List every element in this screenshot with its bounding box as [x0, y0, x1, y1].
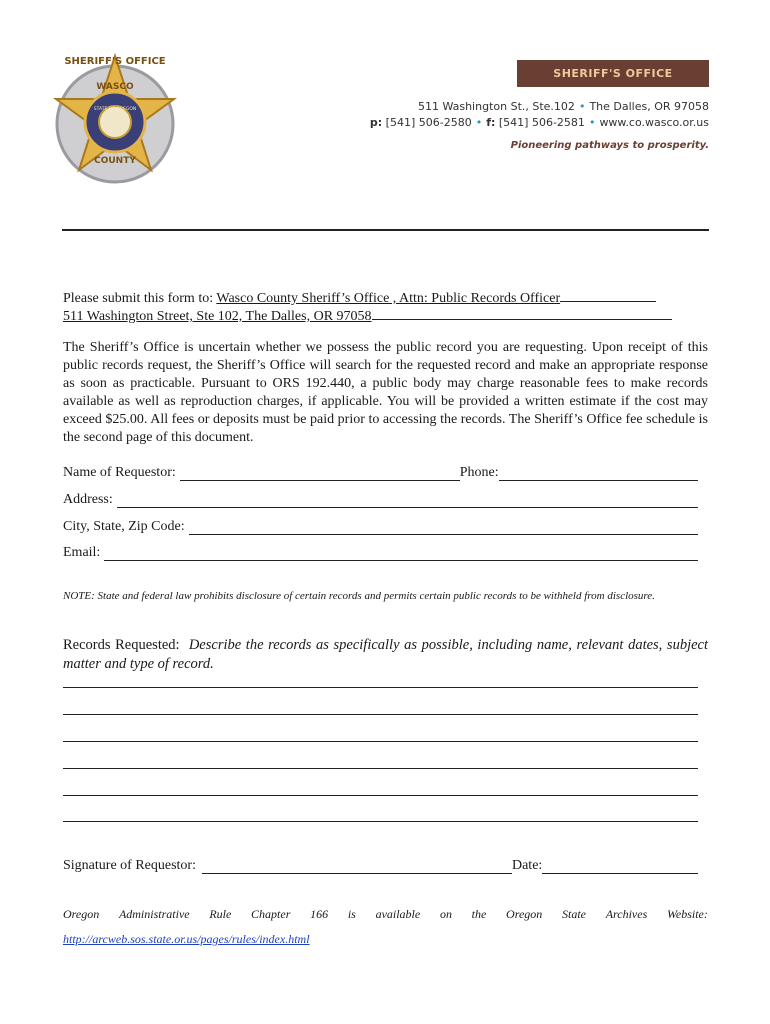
- fax-label: f:: [486, 116, 496, 129]
- city-label: City, State, Zip Code:: [63, 519, 185, 534]
- city-row: [63, 519, 698, 535]
- bullet-icon: •: [578, 100, 586, 113]
- oar-word: State: [561, 907, 586, 921]
- oar-word: is: [347, 907, 356, 921]
- submit-line: [63, 287, 656, 307]
- name-input[interactable]: [180, 466, 460, 481]
- bullet-icon: •: [475, 116, 483, 129]
- address-row: [63, 492, 698, 508]
- sheriff-badge-logo: [50, 44, 180, 194]
- oar-word: Rule: [209, 907, 232, 921]
- disclosure-note: NOTE: State and federal law prohibits disclosure of certain records and permits certain public records to be withheld from disclosure.: [63, 590, 655, 602]
- records-input-line[interactable]: [63, 821, 698, 822]
- records-input-line[interactable]: [63, 768, 698, 769]
- records-input-line[interactable]: [63, 687, 698, 688]
- archives-link[interactable]: http://arcweb.sos.state.or.us/pages/rules/index.html: [63, 932, 310, 946]
- signature-label: Signature of Requestor:: [63, 858, 196, 873]
- phone-input[interactable]: [499, 466, 698, 481]
- oar-word: the: [471, 907, 487, 921]
- oar-word: Oregon: [506, 907, 543, 921]
- oar-word: available: [375, 907, 421, 921]
- address-label: Address:: [63, 492, 113, 507]
- tagline: Pioneering pathways to prosperity.: [510, 140, 709, 151]
- email-label: Email:: [63, 545, 101, 560]
- fax-number: [541] 506-2581: [498, 116, 585, 129]
- contact-line: [370, 116, 709, 129]
- submit-prefix: Please submit this form to:: [63, 291, 217, 306]
- address-line: [418, 100, 709, 113]
- name-phone-row: [63, 465, 698, 481]
- street-address: 511 Washington St., Ste.102: [417, 100, 575, 113]
- date-label: Date:: [511, 858, 543, 873]
- oar-word: 166: [310, 907, 329, 921]
- badge-bottom-text: COUNTY: [94, 156, 136, 166]
- address-input[interactable]: [117, 493, 698, 508]
- oar-word: Administrative: [118, 907, 190, 921]
- submit-address-line: [63, 305, 672, 325]
- badge-seal-text: STATE OF OREGON: [93, 107, 137, 112]
- records-input-line[interactable]: [63, 795, 698, 796]
- underline: [560, 287, 656, 302]
- underline: [372, 305, 672, 320]
- oar-word: Oregon: [63, 907, 100, 921]
- submit-recipient: Wasco County Sheriff’s Office , Attn: Public Records Officer: [216, 291, 561, 306]
- date-input[interactable]: [542, 859, 698, 874]
- badge-county-name: WASCO: [96, 82, 134, 92]
- intro-paragraph: The Sheriff’s Office is uncertain whether we possess the public record you are requesting. Upon receipt of this public records request, the Sheriff’s Office will search for the requested record and make an appropriate response as soon as practicable. Pursuant to ORS 192.440, a public body may charge reasonable fees to make records available as well as reproduction charges, if applicable. You will be provided a written estimate if the cost may exceed $25.00. All fees or deposits must be paid prior to accessing the records. The Sheriff’s Office fee schedule is the second page of this document.: [63, 340, 708, 445]
- signature-row: [63, 858, 698, 874]
- bullet-icon: •: [588, 116, 596, 129]
- signature-input[interactable]: [202, 859, 512, 874]
- records-requested-instruction: Describe the records as specifically as possible, including name, relevant dates, subject matter and type of record.: [63, 637, 709, 672]
- email-row: [63, 545, 698, 561]
- phone-label: p:: [369, 116, 383, 129]
- name-label: Name of Requestor:: [63, 465, 176, 480]
- records-requested: [63, 636, 708, 674]
- records-input-line[interactable]: [63, 741, 698, 742]
- header-divider: [62, 229, 709, 231]
- phone-label: Phone:: [459, 465, 499, 480]
- submit-address: 511 Washington Street, Ste 102, The Dalles, OR 97058: [63, 309, 372, 324]
- oar-reference: [63, 907, 708, 922]
- records-input-line[interactable]: [63, 714, 698, 715]
- oar-word: on: [439, 907, 452, 921]
- oar-word: Website:: [666, 907, 708, 921]
- website-link[interactable]: www.co.wasco.or.us: [599, 116, 709, 129]
- city-input[interactable]: [189, 520, 698, 535]
- records-requested-label: Records Requested:: [63, 637, 180, 653]
- city-address: The Dalles, OR 97058: [589, 100, 709, 113]
- office-banner: SHERIFF'S OFFICE: [517, 60, 709, 87]
- badge-top-text: SHERIFF'S OFFICE: [64, 56, 166, 67]
- oar-word: Archives: [605, 907, 648, 921]
- phone-number: [541] 506-2580: [385, 116, 472, 129]
- email-input[interactable]: [104, 546, 698, 561]
- oar-word: Chapter: [251, 907, 291, 921]
